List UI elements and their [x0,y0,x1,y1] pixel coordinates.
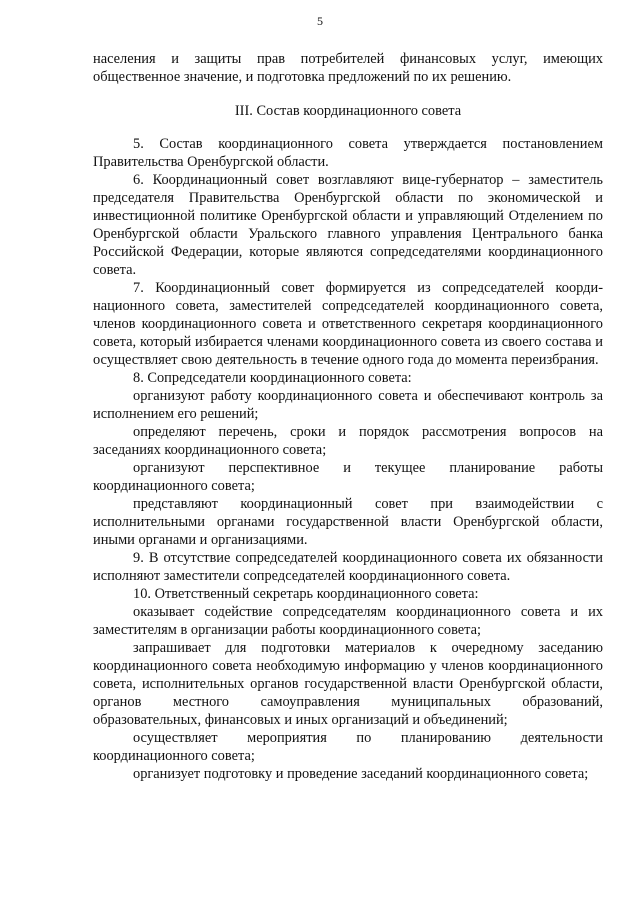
secretary-duty-1: оказывает содействие сопредседателям координационного совета и их заместителям в организации работы координационного совета; [93,604,603,638]
secretary-duty-2: запрашивает для подготовки материалов к очередному заседанию координационного совета необходимую информацию у членов координационного совета, исполнительных органов государственной власти Оренбургской области, органов местного самоуправления муниципальных образований, образовательных, финансовых и иных организаций и объединений; [93,640,603,728]
paragraph-continuation: населения и защиты прав потребителей финансовых услуг, имеющих общественное значение, и подготовка предложений по их решению. [93,51,603,85]
cochairs-duty-4: представляют координационный совет при взаимодействии с исполнительными органами государственной власти Оренбургской области, иными органами и организациями. [93,496,603,548]
section-heading: III. Состав координационного совета [234,103,462,119]
paragraph-item-8: 8. Сопредседатели координационного совета: [133,370,412,386]
secretary-duty-4: организует подготовку и проведение заседаний координационного совета; [133,766,589,782]
paragraph-item-10: 10. Ответственный секретарь координационного совета: [133,586,479,602]
cochairs-duty-2: определяют перечень, сроки и порядок рассмотрения вопросов на заседаниях координационного совета; [93,424,603,458]
cochairs-duty-3: организуют перспективное и текущее планирование работы координационного совета; [93,460,603,494]
cochairs-duty-1: организуют работу координационного совета и обеспечивают контроль за исполнением его решений; [93,388,603,422]
page-number: 5 [317,14,323,28]
paragraph-item-7: 7. Координационный совет формируется из сопредседателей координационного совета, заместителей сопредседателей координационного совета, членов координационного совета и ответственного секретаря координационного совета, который избирается членами координационного совета из своего состава и осуществляет свою деятельность в течение одного года до момента переизбрания. [93,280,603,368]
paragraph-item-9: 9. В отсутствие сопредседателей координационного совета их обязанности исполняют заместители сопредседателей координационного совета. [93,550,603,584]
document-body [93,50,603,783]
paragraph-item-5: 5. Состав координационного совета утверждается постановлением Правительства Оренбургской области. [93,136,603,170]
secretary-duty-3: осуществляет мероприятия по планированию деятельности координационного совета; [93,730,603,764]
paragraph-item-6: 6. Координационный совет возглавляют вице-губернатор – заместитель председателя Правительства Оренбургской области по экономической и инвестиционной политике Оренбургской области и управляющий Отделением по Оренбургской области Уральского главного управления Центрального банка Российской Федерации, которые являются сопредседателями координационного совета. [93,172,603,278]
